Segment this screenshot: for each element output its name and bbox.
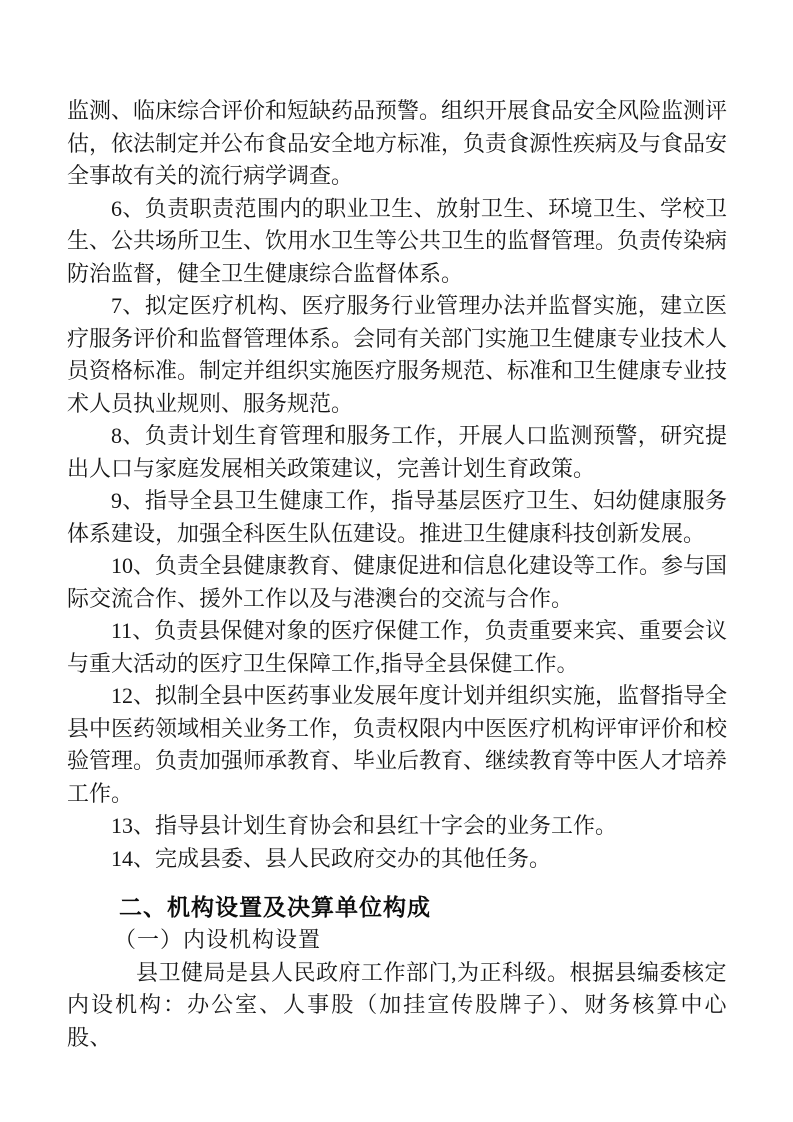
numbered-item-14: 14、完成县委、县人民政府交办的其他任务。: [111, 845, 552, 871]
section-heading: 二、机构设置及决算单位构成: [119, 894, 431, 920]
subsection-heading: （一）内设机构设置: [114, 927, 322, 952]
numbered-item-12: 12、拟制全县中医药事业发展年度计划并组织实施，监督指导全县中医药领域相关业务工作，负责权限内中医医疗机构评审评价和校验管理。负责加强师承教育、毕业后教育、继续教育等中医人才培养工作。: [67, 683, 728, 806]
closing-paragraph: 县卫健局是县人民政府工作部门,为正科级。根据县编委核定内设机构：办公室、人事股（加挂宣传股牌子）、财务核算中心股、: [67, 959, 728, 1050]
numbered-item-8: 8、负责计划生育管理和服务工作，开展人口监测预警，研究提出人口与家庭发展相关政策建议，完善计划生育政策。: [67, 423, 727, 481]
numbered-item-10: 10、负责全县健康教育、健康促进和信息化建设等工作。参与国际交流合作、援外工作以及与港澳台的交流与合作。: [67, 553, 728, 611]
document-content: [67, 95, 727, 1054]
numbered-item-13: 13、指导县计划生育协会和县红十字会的业务工作。: [111, 813, 618, 838]
numbered-item-7: 7、拟定医疗机构、医疗服务行业管理办法并监督实施，建立医疗服务评价和监督管理体系。会同有关部门实施卫生健康专业技术人员资格标准。制定并组织实施医疗服务规范、标准和卫生健康专业技术人员执业规则、服务规范。: [67, 293, 728, 416]
numbered-item-9: 9、指导全县卫生健康工作，指导基层医疗卫生、妇幼健康服务体系建设，加强全科医生队伍建设。推进卫生健康科技创新发展。: [67, 488, 727, 546]
numbered-item-11: 11、负责县保健对象的医疗保健工作，负责重要来宾、重要会议与重大活动的医疗卫生保障工作,指导全县保健工作。: [67, 618, 727, 676]
numbered-item-6: 6、负责职责范围内的职业卫生、放射卫生、环境卫生、学校卫生、公共场所卫生、饮用水卫生等公共卫生的监督管理。负责传染病防治监督，健全卫生健康综合监督体系。: [67, 195, 728, 286]
continuation-paragraph: 监测、临床综合评价和短缺药品预警。组织开展食品安全风险监测评估，依法制定并公布食品安全地方标准，负责食源性疾病及与食品安全事故有关的流行病学调查。: [67, 98, 728, 188]
